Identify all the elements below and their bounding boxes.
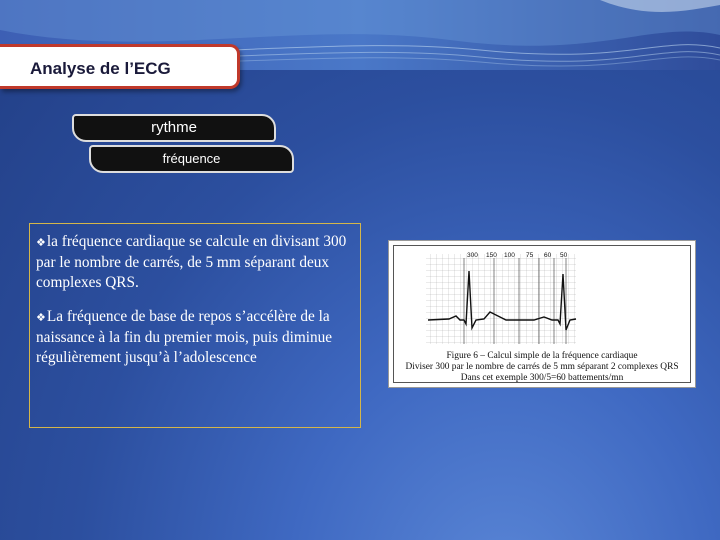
diamond-bullet-icon: ❖ <box>36 311 46 324</box>
scale-label: 300 <box>467 252 478 259</box>
ecg-trace-image <box>394 246 692 346</box>
content-text-box <box>29 223 361 428</box>
caption-line-3: Dans cet exemple 300/5=60 battements/mn <box>460 373 624 383</box>
scale-label: 50 <box>560 252 568 259</box>
caption-line-1: Figure 6 – Calcul simple de la fréquence cardiaque <box>446 351 638 361</box>
paragraph-2 <box>36 307 356 368</box>
scale-label: 150 <box>486 252 497 259</box>
scale-label: 100 <box>504 252 515 259</box>
tab-frequence[interactable] <box>89 145 294 173</box>
diamond-bullet-icon: ❖ <box>36 236 46 249</box>
slide-title: Analyse de l’ECG <box>30 59 171 78</box>
ecg-figure-caption <box>394 351 690 384</box>
tab-rythme-label: rythme <box>151 119 197 136</box>
scale-label: 75 <box>526 252 534 259</box>
ecg-figure-frame <box>393 245 691 383</box>
paragraph-1-text: la fréquence cardiaque se calcule en divisant 300 par le nombre de carrés, de 5 mm séparant deux complexes QRS. <box>36 233 347 291</box>
paragraph-1 <box>36 232 356 293</box>
ecg-figure <box>388 240 696 388</box>
scale-label: 60 <box>544 252 552 259</box>
caption-line-2: Diviser 300 par le nombre de carrés de 5 mm séparant 2 complexes QRS <box>405 362 679 372</box>
slide-title-box <box>0 44 240 89</box>
tab-rythme[interactable] <box>72 114 276 142</box>
tab-frequence-label: fréquence <box>162 151 221 166</box>
paragraph-2-text: La fréquence de base de repos s’accélère de la naissance à la fin du premier mois, puis diminue régulièrement jusqu’à l’adolescence <box>36 308 333 366</box>
